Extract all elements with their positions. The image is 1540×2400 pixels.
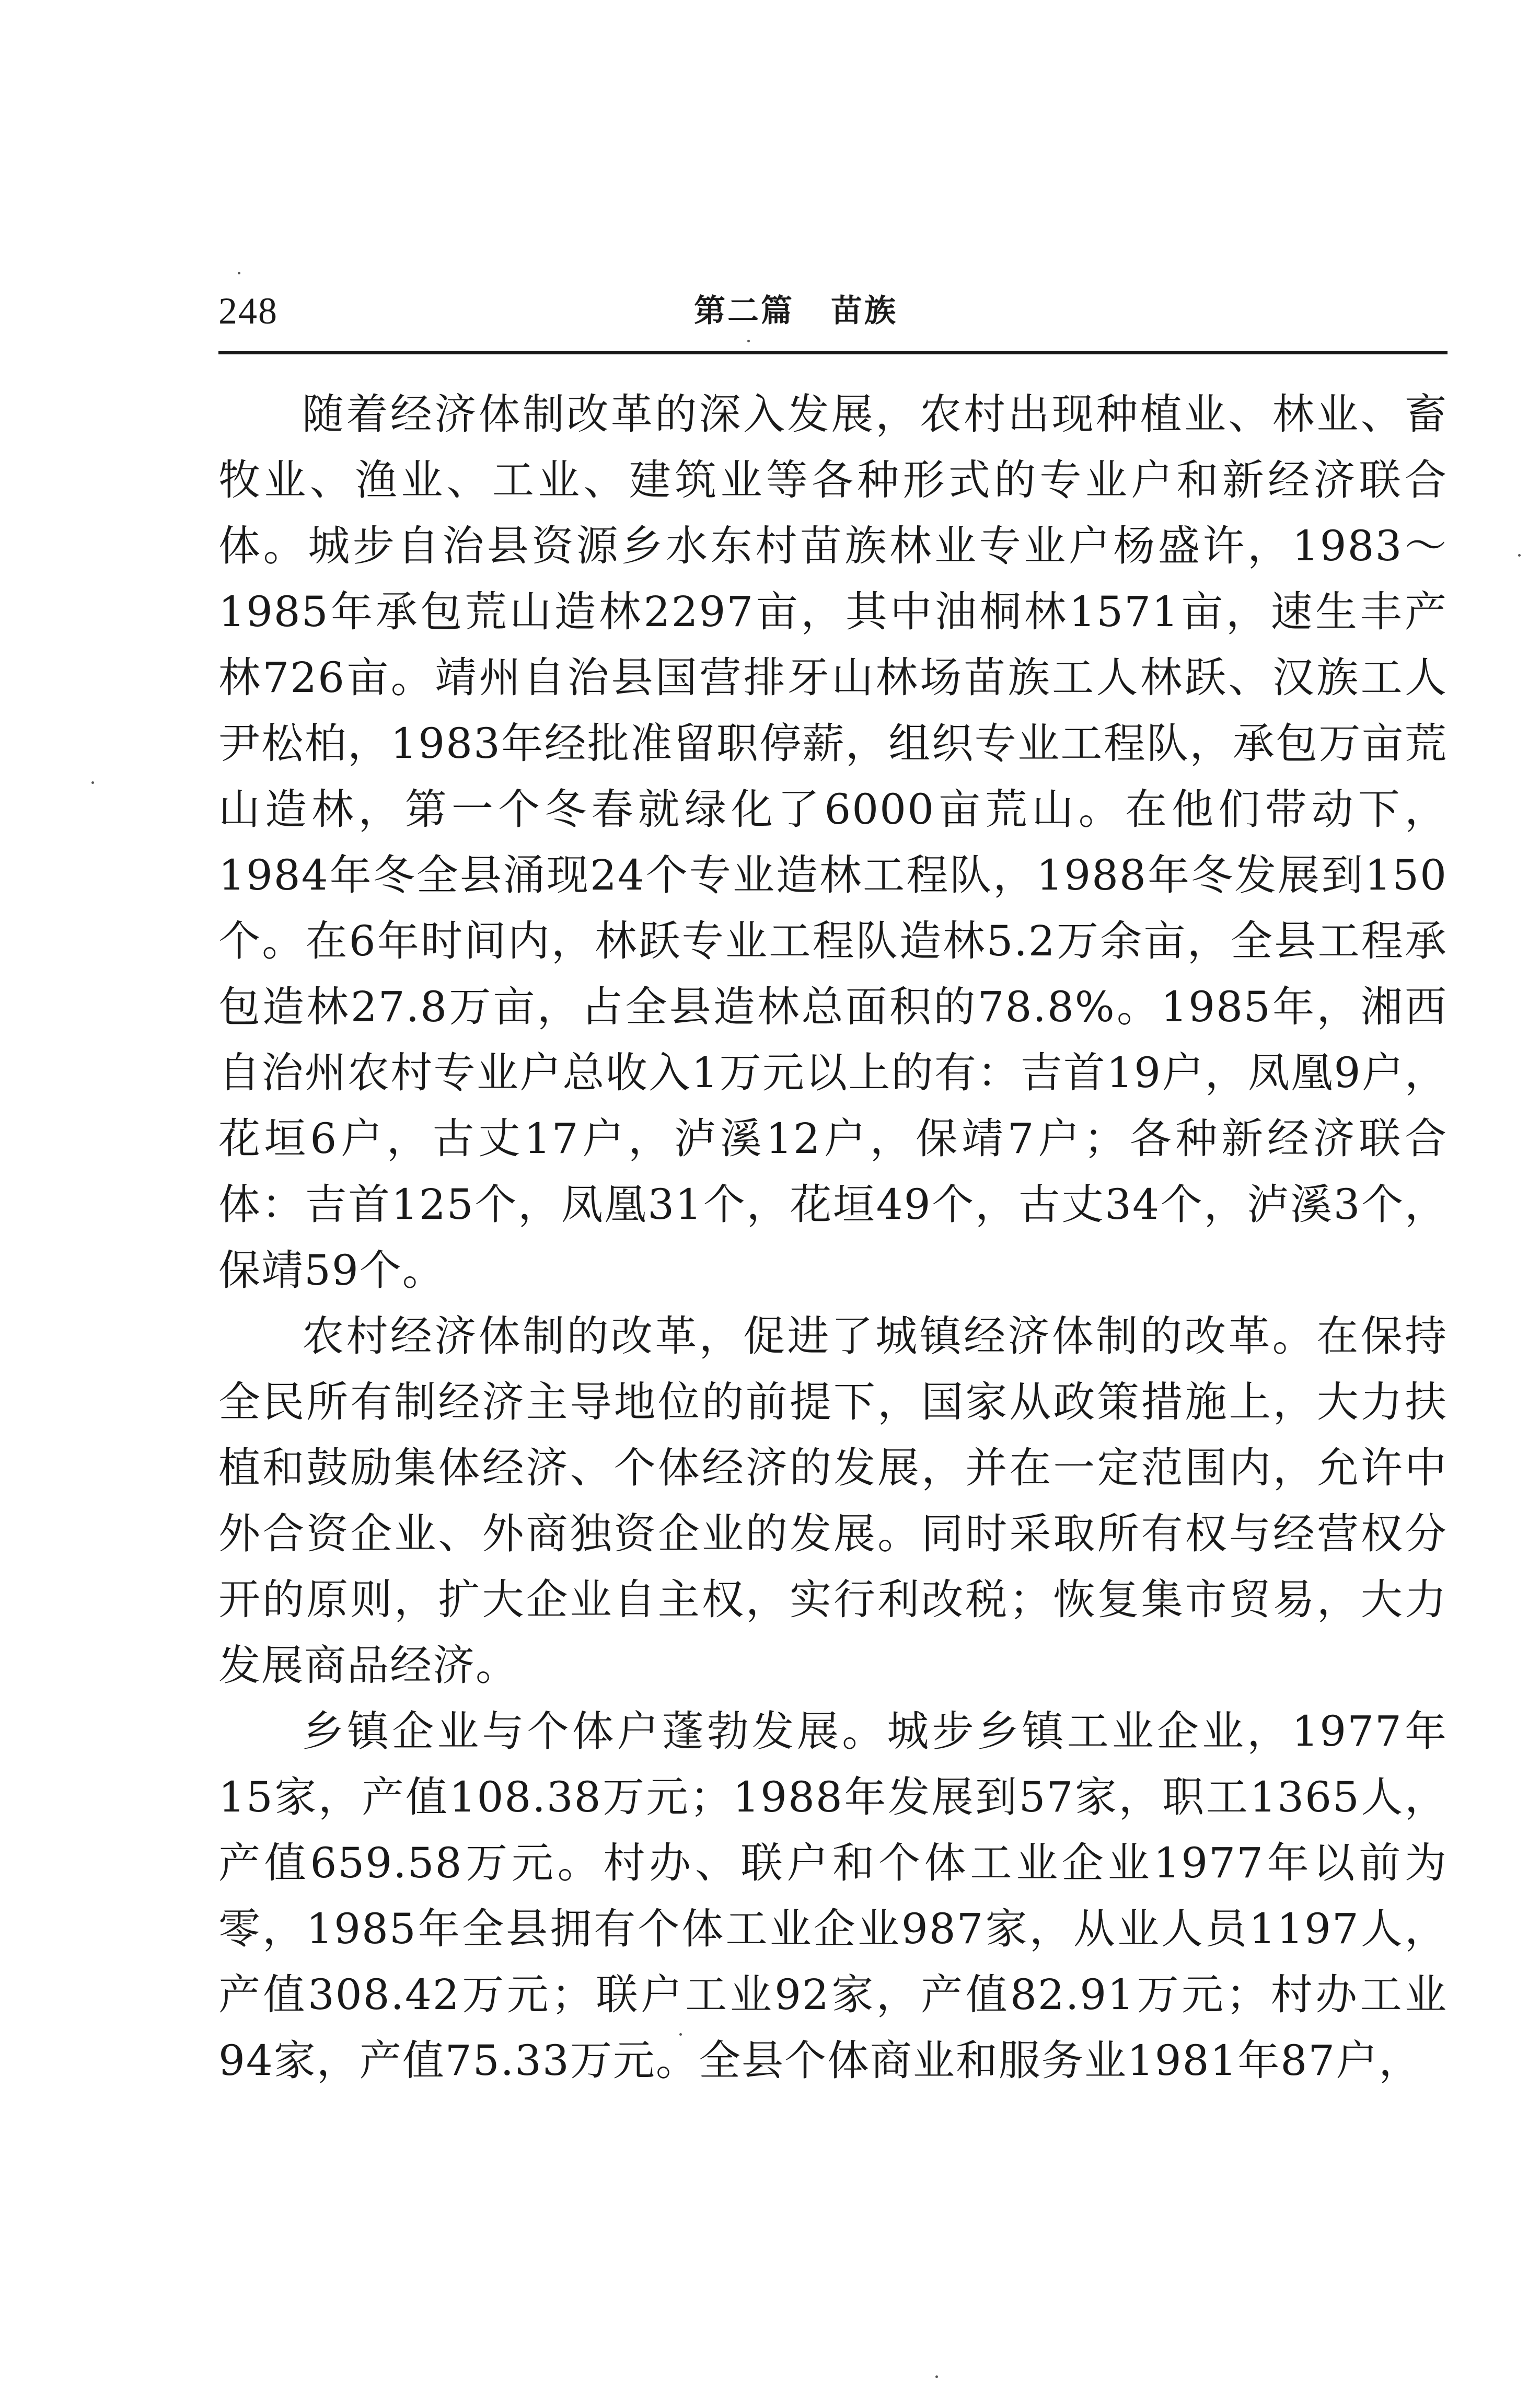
paragraph-urban-reform: 农村经济体制的改革，促进了城镇经济体制的改革。在保持全民所有制经济主导地位的前提下，国家从政策措施上，大力扶植和鼓励集体经济、个体经济的发展，并在一定范围内，允许中外合资企业、外商独资企业的发展。同时采取所有权与经营权分开的原则，扩大企业自主权，实行利改税；恢复集市贸易，大力发展商品经济。 [218,1312,1448,1690]
running-head-section: 苗族 [831,293,898,329]
page-header [218,285,1448,348]
running-head-part: 第二篇 [694,293,794,329]
paragraph-specialized-households: 随着经济体制改革的深入发展，农村出现种植业、林业、畜牧业、渔业、工业、建筑业等各种形式的专业户和新经济联合体。城步自治县资源乡水东村苗族林业专业户杨盛许，1983～1985年承包荒山造林2297亩，其中油桐林1571亩，速生丰产林726亩。靖州自治县国营排牙山林场苗族工人林跃、汉族工人尹松柏，1983年经批准留职停薪，组织专业工程队，承包万亩荒山造林，第一个冬春就绿化了6000亩荒山。在他们带动下，1984年冬全县涌现24个专业造林工程队，1988年冬发展到150个。在6年时间内，林跃专业工程队造林5.2万余亩，全县工程承包造林27.8万亩，占全县造林总面积的78.8%。1985年，湘西自治州农村专业户总收入1万元以上的有：吉首19户，凤凰9户，花垣6户，古丈17户，泸溪12户，保靖7户；各种新经济联合体：吉首125个，凤凰31个，花垣49个，古丈34个，泸溪3个，保靖59个。 [218,390,1448,1295]
paragraph-township-enterprises: 乡镇企业与个体户蓬勃发展。城步乡镇工业企业，1977年15家，产值108.38万元；1988年发展到57家，职工1365人，产值659.58万元。村办、联户和个体工业企业1977年以前为零，1985年全县拥有个体工业企业987家，从业人员1197人，产值308.42万元；联户工业92家，产值82.91万元；村办工业94家，产值75.33万元。全县个体商业和服务业1981年87户， [218,1707,1448,2085]
page-number: 248 [218,290,278,332]
header-rule [218,351,1448,354]
body-text [218,382,1448,2094]
running-head [694,285,898,337]
